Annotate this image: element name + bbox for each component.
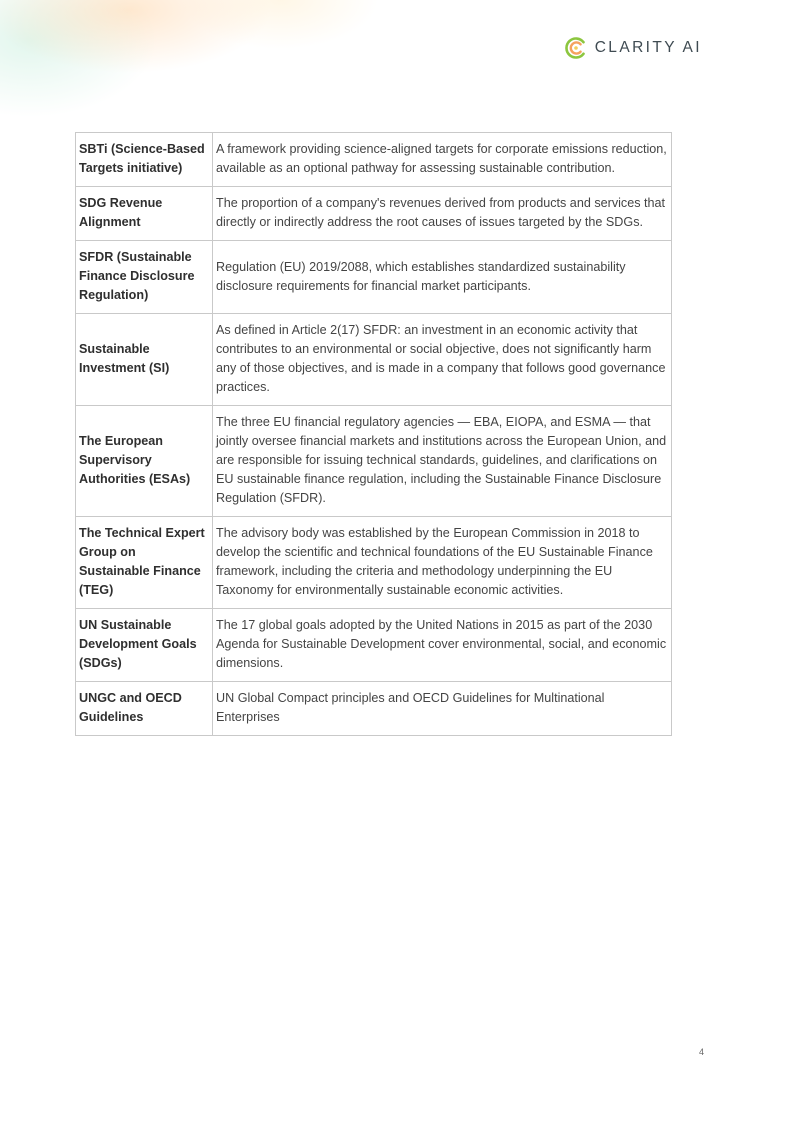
table-row xyxy=(76,517,672,609)
glossary-definition: The three EU financial regulatory agencies — EBA, EIOPA, and ESMA — that jointly oversee financial markets and institutions across the European Union, and are responsible for issuing technical standards, guidelines, and clarifications on EU sustainable finance regulation, including the Sustainable Finance Disclosure Regulation (SFDR). xyxy=(213,406,672,517)
glossary-definition: The proportion of a company's revenues derived from products and services that directly or indirectly address the root causes of issues targeted by the SDGs. xyxy=(213,187,672,241)
table-row xyxy=(76,314,672,406)
table-row xyxy=(76,682,672,736)
glossary-term: UNGC and OECD Guidelines xyxy=(76,682,213,736)
glossary-term: UN Sustainable Development Goals (SDGs) xyxy=(76,609,213,682)
table-row xyxy=(76,406,672,517)
glossary-table xyxy=(75,132,672,736)
glossary-definition: Regulation (EU) 2019/2088, which establishes standardized sustainability disclosure requirements for financial market participants. xyxy=(213,241,672,314)
glossary-definition: UN Global Compact principles and OECD Guidelines for Multinational Enterprises xyxy=(213,682,672,736)
decorative-gradient xyxy=(0,0,380,130)
glossary-definition: A framework providing science-aligned targets for corporate emissions reduction, available as an optional pathway for assessing sustainable contribution. xyxy=(213,133,672,187)
brand-name: CLARITY AI xyxy=(594,39,702,56)
glossary-term: The European Supervisory Authorities (ESAs) xyxy=(76,406,213,517)
brand-logo xyxy=(564,36,702,60)
table-row xyxy=(76,241,672,314)
glossary-definition: The 17 global goals adopted by the United Nations in 2015 as part of the 2030 Agenda for Sustainable Development cover environmental, social, and economic dimensions. xyxy=(213,609,672,682)
table-row xyxy=(76,187,672,241)
table-row xyxy=(76,609,672,682)
glossary-term: SDG Revenue Alignment xyxy=(76,187,213,241)
glossary-term: SBTi (Science-Based Targets initiative) xyxy=(76,133,213,187)
glossary-term: The Technical Expert Group on Sustainable Finance (TEG) xyxy=(76,517,213,609)
glossary-definition: As defined in Article 2(17) SFDR: an investment in an economic activity that contributes to an environmental or social objective, does not significantly harm any of those objectives, and is made in a company that follows good governance practices. xyxy=(213,314,672,406)
glossary-term: SFDR (Sustainable Finance Disclosure Regulation) xyxy=(76,241,213,314)
clarity-ai-logo-icon xyxy=(564,36,588,60)
page-number: 4 xyxy=(698,1047,704,1057)
glossary-definition: The advisory body was established by the European Commission in 2018 to develop the scientific and technical foundations of the EU Sustainable Finance framework, including the criteria and methodology underpinning the EU Taxonomy for environmentally sustainable economic activities. xyxy=(213,517,672,609)
table-row xyxy=(76,133,672,187)
glossary-term: Sustainable Investment (SI) xyxy=(76,314,213,406)
